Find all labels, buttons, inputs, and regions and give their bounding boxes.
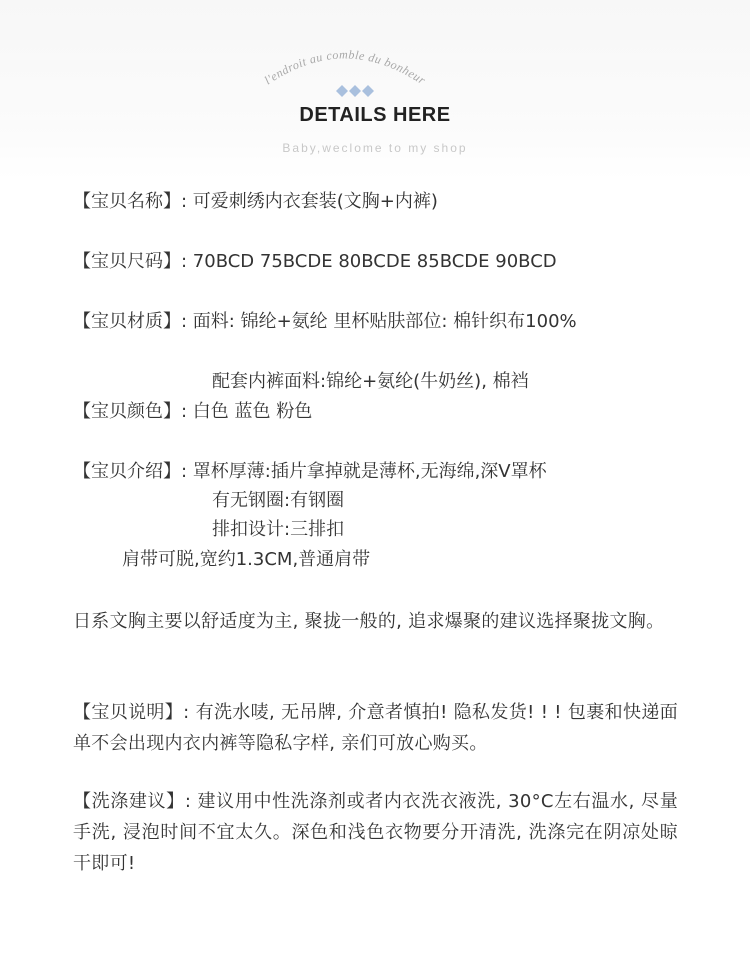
spec-size: 【宝贝尺码】: 70BCD 75BCDE 80BCDE 85BCDE 90BCD [73,251,557,272]
spec-color: 【宝贝颜色】: 白色 蓝色 粉色 [73,401,313,422]
page-subtitle: Baby,weclome to my shop [282,141,468,155]
page-title: DETAILS HERE [299,104,451,126]
spec-name: 【宝贝名称】: 可爱刺绣内衣套装(文胸+内裤) [73,191,438,212]
diamond-icon [336,85,348,97]
spec-intro-hooks: 排扣设计:三排扣 [212,519,345,540]
spec-intro: 【宝贝介绍】: 罩杯厚薄:插片拿掉就是薄杯,无海绵,深V罩杯 [73,461,547,482]
notice-paragraph: 【宝贝说明】: 有洗水唛, 无吊牌, 介意者慎拍! 隐私发货! ! ! 包裹和快递面单不会出现内衣内裤等隐私字样, 亲们可放心购买。 [73,702,678,754]
diamond-icon [349,85,361,97]
spec-intro-wire: 有无钢圈:有钢圈 [212,490,345,511]
style-note-paragraph: 日系文胸主要以舒适度为主, 聚拢一般的, 追求爆聚的建议选择聚拢文胸。 [73,611,665,632]
diamond-icon [362,85,374,97]
spec-material: 【宝贝材质】: 面料: 锦纶+氨纶 里杯贴肤部位: 棉针织布100% [73,311,577,332]
spec-material-secondary: 配套内裤面料:锦纶+氨纶(牛奶丝), 棉裆 [212,371,529,392]
script-text: l'endroit au comble du bonheur [261,47,429,88]
washing-paragraph: 【洗涤建议】: 建议用中性洗涤剂或者内衣洗衣液洗, 30°C左右温水, 尽量手洗, 浸泡时间不宜太久。深色和浅色衣物要分开清洗, 洗涤完在阴凉处晾干即可! [73,791,678,874]
spec-intro-straps: 肩带可脱,宽约1.3CM,普通肩带 [122,549,371,570]
header-banner [0,0,750,180]
